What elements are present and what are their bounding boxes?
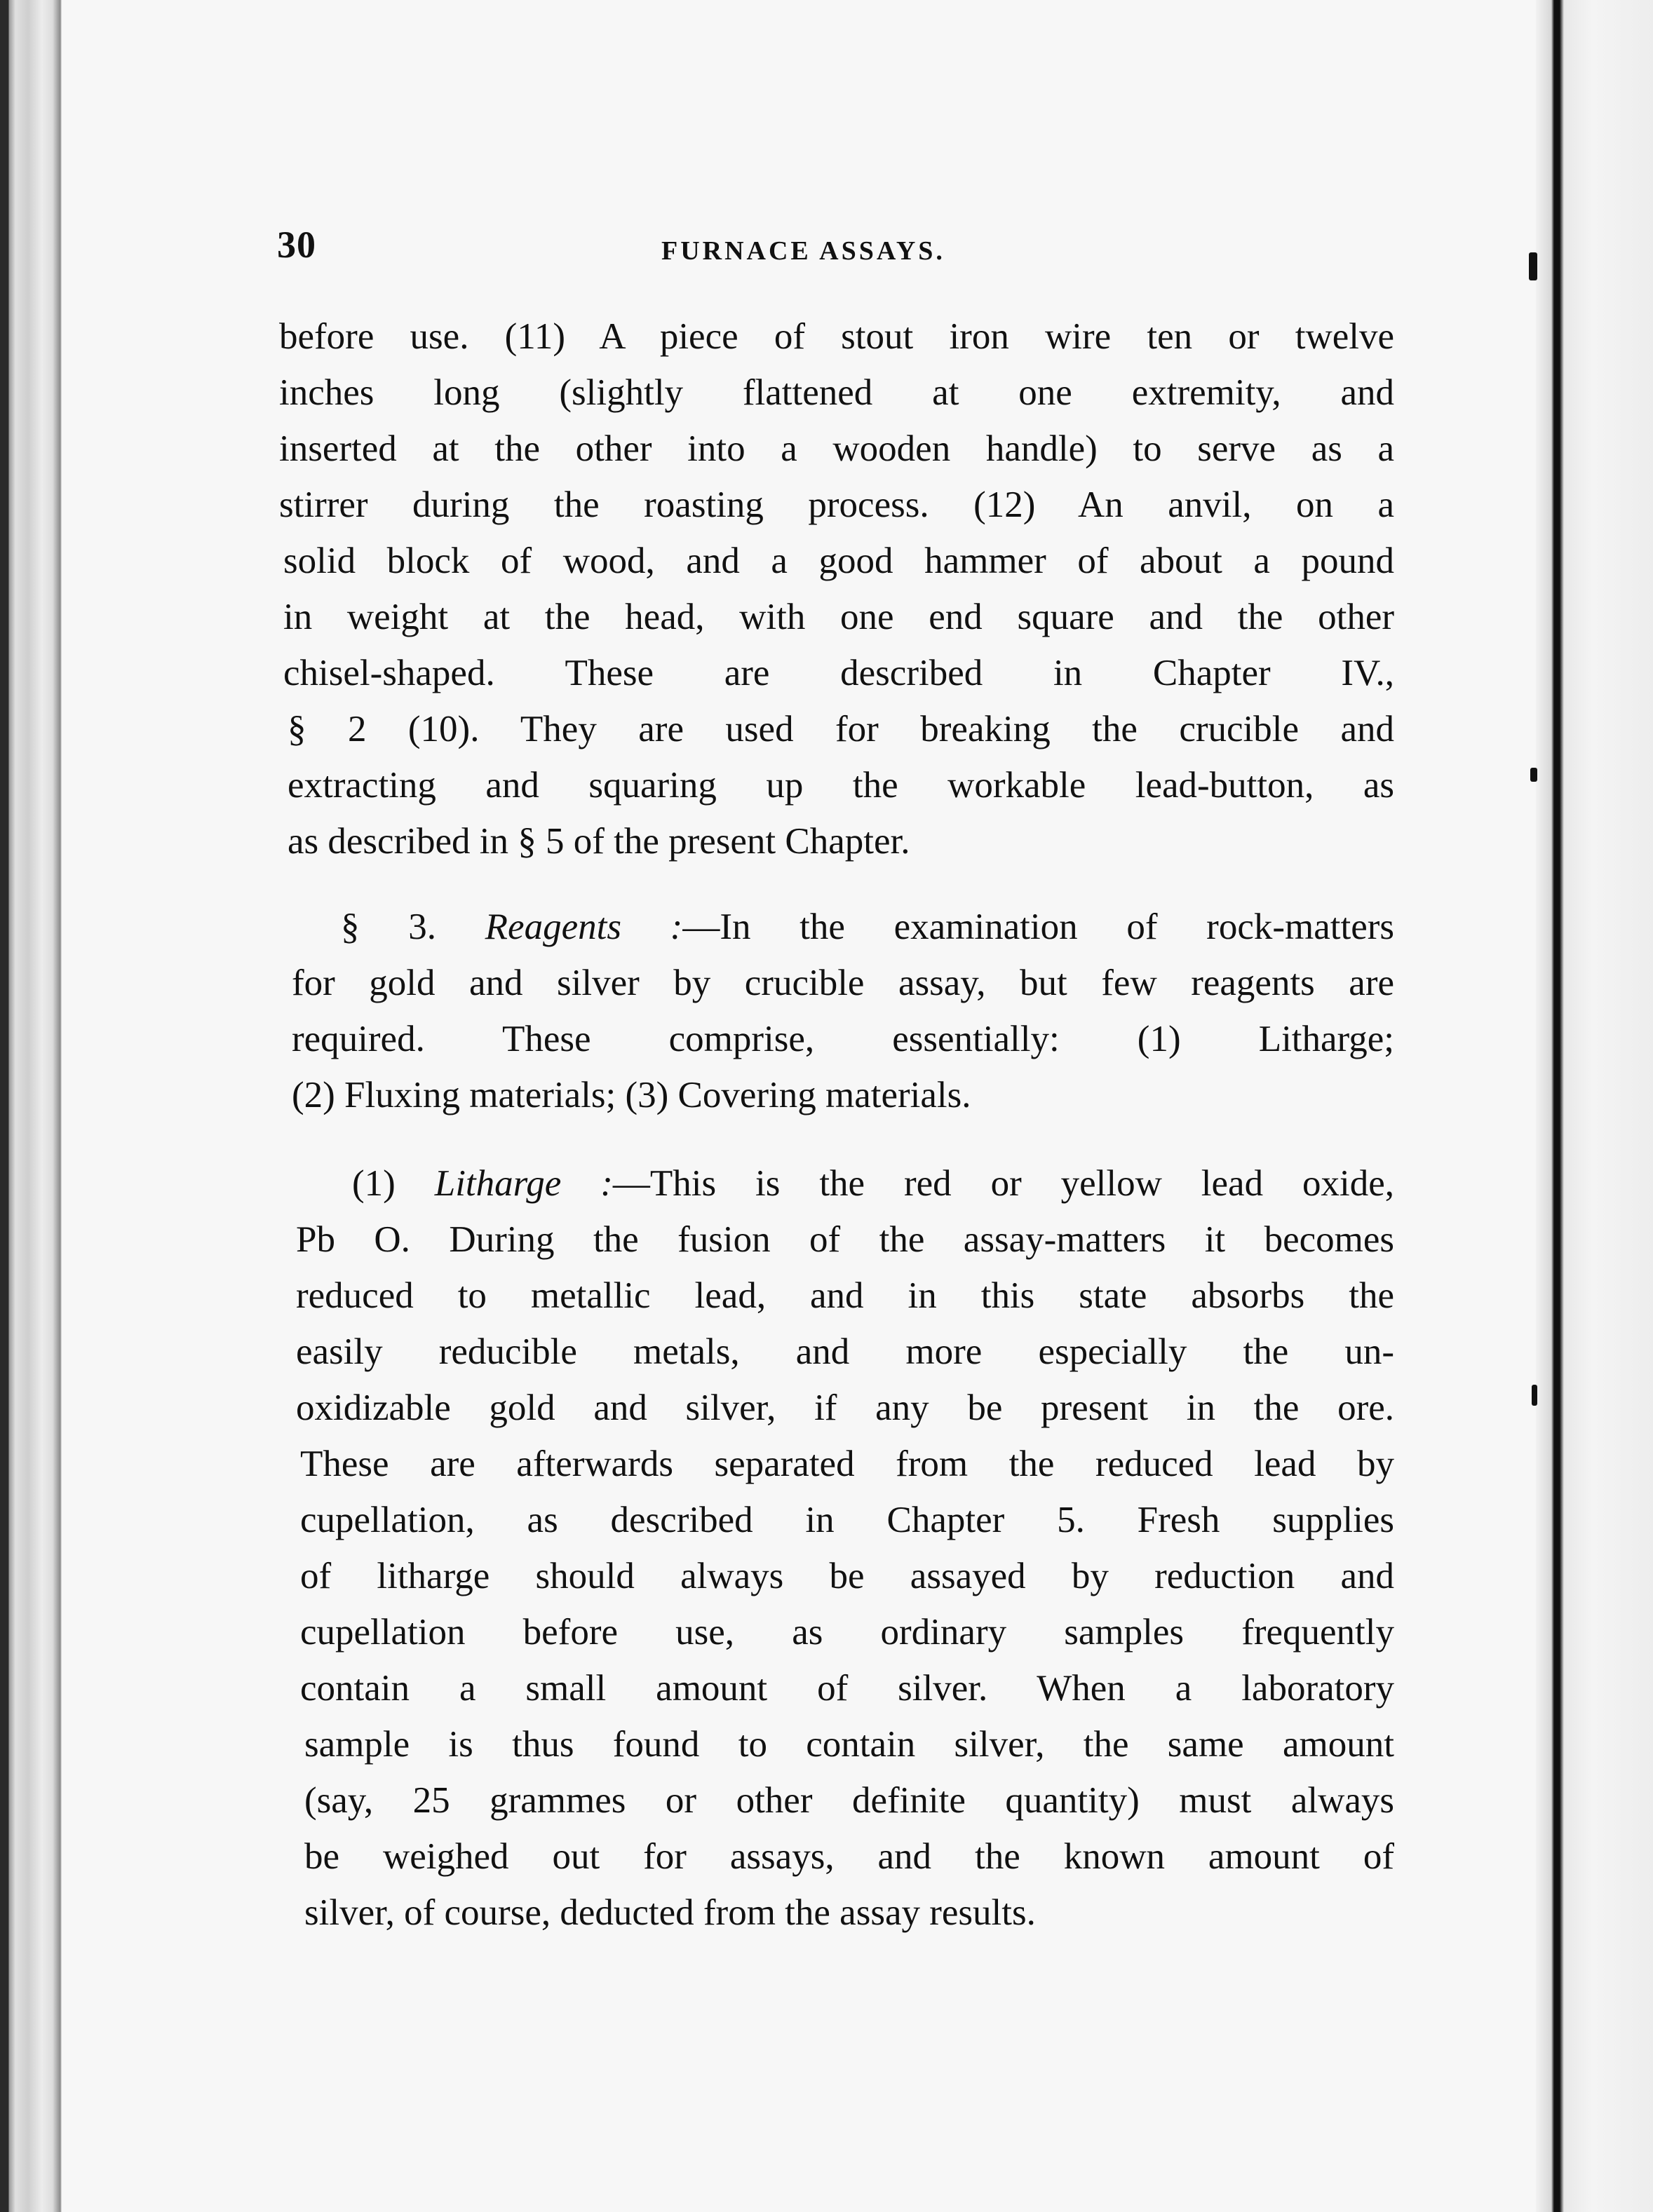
text-line: (say, 25 grammes or other definite quantity) must always (304, 1780, 1394, 1821)
text-line: oxidizable gold and silver, if any be present in the ore. (296, 1387, 1394, 1428)
text-line: silver, of course, deducted from the assay results. (304, 1892, 1036, 1933)
scan-left-edge (0, 0, 62, 2212)
text-line: (2) Fluxing materials; (3) Covering materials. (292, 1075, 971, 1115)
page-header (277, 223, 1392, 272)
text-line: in weight at the head, with one end square and the other (283, 597, 1394, 637)
paragraph (279, 308, 1394, 869)
text-line: inches long (slightly flattened at one extremity, and (279, 372, 1394, 413)
text-line: sample is thus found to contain silver, the same amount (304, 1724, 1394, 1765)
text-line: easily reducible metals, and more especially the un- (296, 1331, 1394, 1372)
text-line: extracting and squaring up the workable lead-button, as (288, 765, 1394, 806)
text-line: of litharge should always be assayed by reduction and (300, 1556, 1394, 1596)
text-line: Pb O. During the fusion of the assay-matters it becomes (296, 1219, 1394, 1260)
text-line: be weighed out for assays, and the known amount of (304, 1836, 1394, 1877)
page-number: 30 (277, 224, 316, 266)
paragraph (279, 899, 1394, 1123)
text-line: before use. (11) A piece of stout iron wire ten or twelve (279, 316, 1394, 357)
text-line: for gold and silver by crucible assay, but few reagents are (292, 963, 1394, 1003)
text-line: These are afterwards separated from the reduced lead by (300, 1444, 1394, 1484)
text-line: stirrer during the roasting process. (12) An anvil, on a (279, 484, 1394, 525)
text-line: cupellation before use, as ordinary samples frequently (300, 1612, 1394, 1653)
scan-right-edge (1536, 0, 1653, 2212)
text-line: as described in § 5 of the present Chapter. (288, 821, 910, 862)
body-text (279, 308, 1394, 1941)
running-head: FURNACE ASSAYS. (661, 236, 945, 266)
paragraph (279, 1155, 1394, 1941)
text-line: solid block of wood, and a good hammer of about a pound (283, 541, 1394, 581)
text-line: required. These comprise, essentially: (1) Litharge; (292, 1019, 1394, 1059)
text-line: (1) Litharge :—This is the red or yellow lead oxide, (352, 1163, 1394, 1204)
text-line: reduced to metallic lead, and in this state absorbs the (296, 1275, 1394, 1316)
text-line: § 3. Reagents :—In the examination of rock-matters (341, 907, 1394, 947)
text-line: § 2 (10). They are used for breaking the crucible and (288, 709, 1394, 749)
text-line: inserted at the other into a wooden handle) to serve as a (279, 428, 1394, 469)
text-line: chisel-shaped. These are described in Chapter IV., (283, 653, 1394, 693)
text-line: contain a small amount of silver. When a laboratory (300, 1668, 1394, 1709)
text-line: cupellation, as described in Chapter 5. Fresh supplies (300, 1500, 1394, 1540)
scan-gutter-marks (1527, 0, 1549, 2212)
